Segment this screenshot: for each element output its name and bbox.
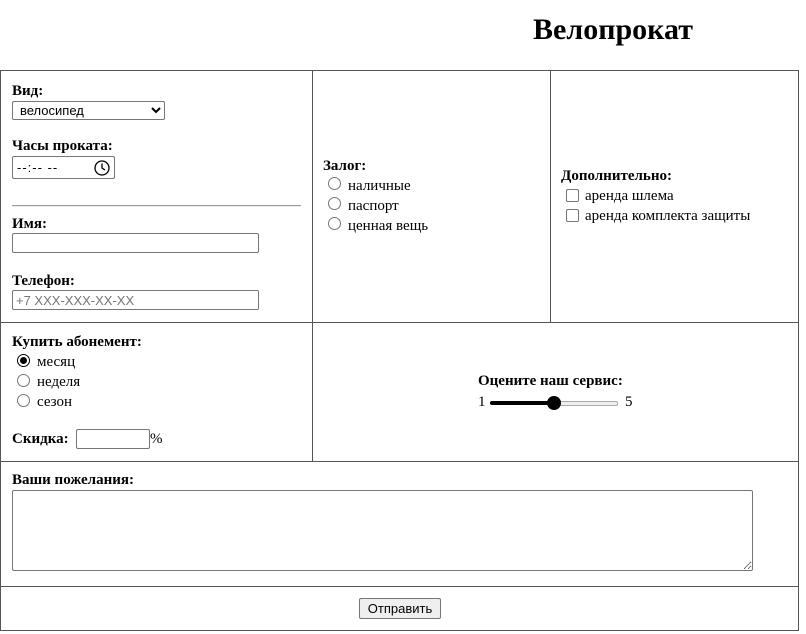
phone-input[interactable] <box>12 290 259 310</box>
rating-label: Оцените наш сервис: <box>478 373 623 389</box>
hours-time-value: --:-- -- <box>17 160 59 175</box>
divider <box>12 205 301 207</box>
type-label: Вид: <box>12 83 44 99</box>
deposit-radio-cash[interactable] <box>328 177 341 190</box>
deposit-option-label: наличные <box>348 178 411 194</box>
discount-unit: % <box>150 431 163 447</box>
subscription-section <box>0 322 313 462</box>
hours-label: Часы проката: <box>12 138 113 154</box>
subscription-radio-season[interactable] <box>17 394 30 407</box>
discount-label: Скидка: <box>12 431 69 447</box>
extras-section <box>550 70 799 323</box>
page-title: Велопрокат <box>533 13 693 46</box>
extras-checkbox-helmet[interactable] <box>566 189 579 202</box>
submit-button[interactable]: Отправить <box>359 598 441 619</box>
discount-input[interactable] <box>76 429 150 449</box>
deposit-label: Залог: <box>323 158 367 174</box>
subscription-radio-week[interactable] <box>17 374 30 387</box>
submit-section <box>0 586 799 631</box>
extras-option-label: аренда комплекта защиты <box>585 208 751 224</box>
deposit-option-label: паспорт <box>348 198 399 214</box>
extras-checkbox-protection[interactable] <box>566 209 579 222</box>
rating-slider-fill <box>490 401 554 405</box>
deposit-option-label: ценная вещь <box>348 218 429 234</box>
subscription-option-label: неделя <box>37 374 81 390</box>
name-label: Имя: <box>12 216 47 232</box>
deposit-radio-valuable[interactable] <box>328 217 341 230</box>
deposit-section <box>312 70 551 323</box>
phone-label: Телефон: <box>12 273 75 289</box>
name-input[interactable] <box>12 233 259 253</box>
rating-min-label: 1 <box>478 394 486 410</box>
rental-form <box>0 70 798 630</box>
deposit-radio-passport[interactable] <box>328 197 341 210</box>
extras-option-label: аренда шлема <box>585 188 674 204</box>
subscription-option-label: сезон <box>37 394 73 410</box>
extras-label: Дополнительно: <box>561 168 672 184</box>
rating-slider[interactable] <box>490 395 618 411</box>
type-select[interactable] <box>12 101 165 120</box>
rating-max-label: 5 <box>625 394 633 410</box>
subscription-option-label: месяц <box>37 354 76 370</box>
wishes-section <box>0 461 799 587</box>
subscription-radio-month[interactable] <box>17 354 30 367</box>
clock-icon[interactable] <box>94 160 110 176</box>
subscription-label: Купить абонемент: <box>12 334 142 350</box>
rating-section <box>312 322 799 462</box>
wishes-textarea[interactable] <box>12 490 753 571</box>
wishes-label: Ваши пожелания: <box>12 472 134 488</box>
rating-slider-thumb[interactable] <box>547 396 561 410</box>
hours-time-input[interactable] <box>12 156 115 179</box>
rating-slider-track <box>554 401 618 406</box>
rental-details-section <box>0 70 313 323</box>
